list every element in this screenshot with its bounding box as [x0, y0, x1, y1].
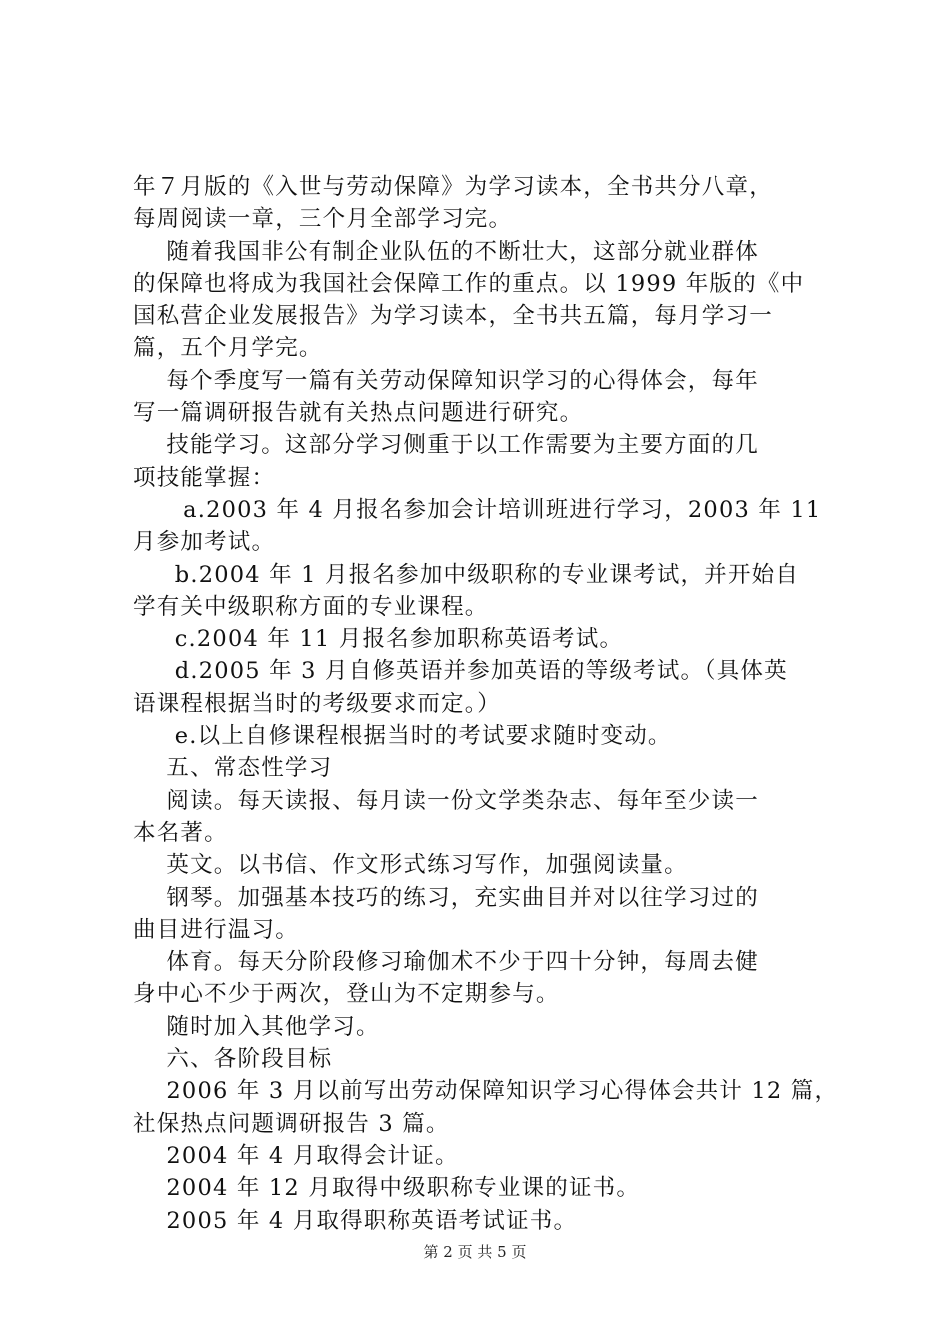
- text-line: 写一篇调研报告就有关热点问题进行研究。: [133, 400, 584, 427]
- text-line: 技能学习。这部分学习侧重于以工作需要为主要方面的几: [133, 432, 759, 459]
- text-line: 语课程根据当时的考级要求而定。）: [133, 690, 501, 717]
- text-line: 学有关中级职称方面的专业课程。: [133, 593, 489, 620]
- text-line: 社保热点问题调研报告 3 篇。: [133, 1110, 450, 1137]
- document-body: [133, 171, 839, 1237]
- text-line: 国私营企业发展报告》为学习读本，全书共五篇，每月学习一: [133, 303, 773, 330]
- text-line: 随着我国非公有制企业队伍的不断壮大，这部分就业群体: [133, 238, 759, 265]
- text-line: 随时加入其他学习。: [133, 1013, 380, 1040]
- text-line: 2006 年 3 月以前写出劳动保障知识学习心得体会共计 12 篇，: [133, 1078, 839, 1105]
- text-line: 阅读。每天读报、每月读一份文学类杂志、每年至少读一: [133, 787, 759, 814]
- text-line: b.2004 年 1 月报名参加中级职称的专业课考试，并开始自: [133, 561, 800, 588]
- text-line: 月参加考试。: [133, 529, 276, 556]
- text-line: 英文。以书信、作文形式练习写作，加强阅读量。: [133, 852, 688, 879]
- text-line: 身中心不少于两次，登山为不定期参与。: [133, 981, 560, 1008]
- text-line: 本名著。: [133, 819, 228, 846]
- page-footer: 第 2 页 共 5 页: [423, 1243, 527, 1261]
- text-line: 年７月版的《入世与劳动保障》为学习读本，全书共分八章，: [133, 174, 773, 200]
- text-line: d.2005 年 3 月自修英语并参加英语的等级考试。（具体英: [133, 658, 788, 685]
- text-line: 2005 年 4 月取得职称英语考试证书。: [133, 1207, 578, 1234]
- text-line: 每周阅读一章，三个月全部学习完。: [133, 206, 513, 233]
- text-line: c.2004 年 11 月报名参加职称英语考试。: [133, 626, 624, 653]
- text-line: 2004 年 12 月取得中级职称专业课的证书。: [133, 1175, 641, 1202]
- text-line: a.2003 年 4 月报名参加会计培训班进行学习，2003 年 11: [133, 496, 822, 523]
- text-line: 的保障也将成为我国社会保障工作的重点。以 1999 年版的《中: [133, 270, 805, 297]
- text-line: 体育。每天分阶段修习瑜伽术不少于四十分钟，每周去健: [133, 949, 759, 976]
- text-line: 项技能掌握：: [133, 464, 276, 491]
- text-line: 篇，五个月学完。: [133, 335, 323, 362]
- text-line: 2004 年 4 月取得会计证。: [133, 1142, 459, 1169]
- text-line: 钢琴。加强基本技巧的练习，充实曲目并对以往学习过的: [133, 884, 759, 911]
- text-line: 曲目进行温习。: [133, 916, 299, 943]
- text-line: 五、常态性学习: [133, 755, 333, 782]
- text-line: 六、各阶段目标: [133, 1046, 333, 1073]
- text-line: e.以上自修课程根据当时的考试要求随时变动。: [133, 723, 672, 750]
- text-line: 每个季度写一篇有关劳动保障知识学习的心得体会，每年: [133, 367, 759, 394]
